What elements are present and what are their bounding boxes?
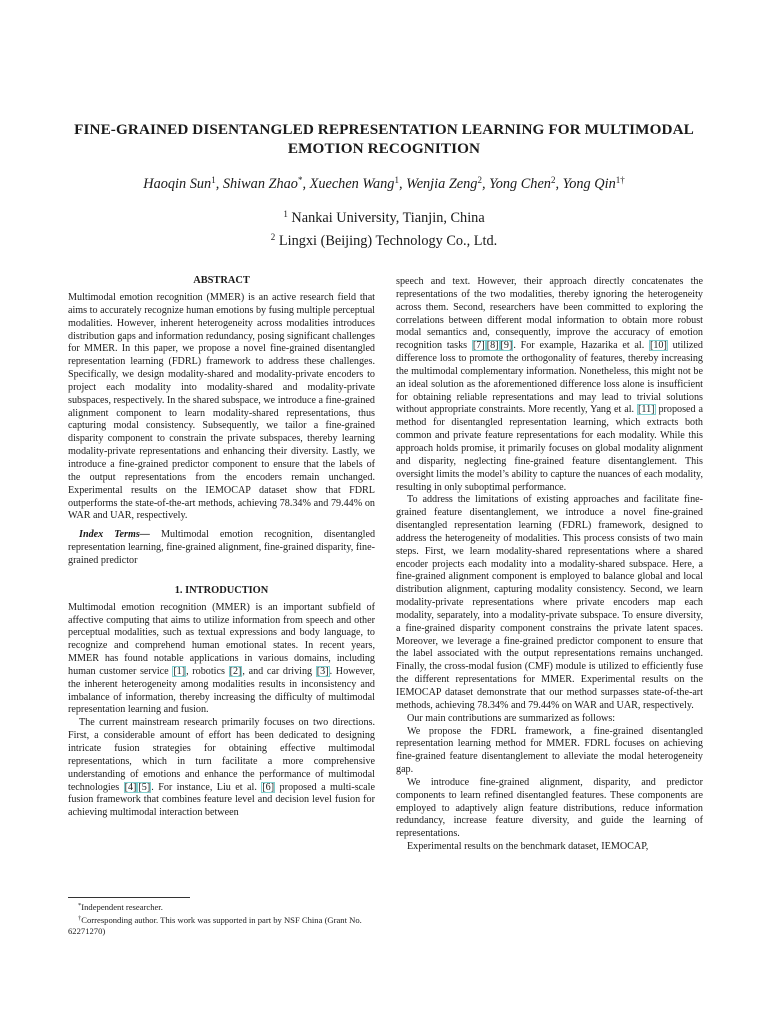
contribution-1: We propose the FDRL framework, a fine-grained disentangled representation learning method for MMER. FDRL focuses on achieving fine-grained feature disentanglement to alleviate the modal heterogeneity gap. bbox=[396, 725, 703, 776]
citation-link[interactable]: [7] bbox=[472, 340, 485, 352]
title-line-1: FINE-GRAINED DISENTANGLED REPRESENTATION LEARNING FOR MULTIMODAL bbox=[74, 121, 694, 138]
affiliations bbox=[60, 205, 708, 251]
author: Shiwan Zhao* bbox=[222, 175, 303, 192]
citation-link[interactable]: [10] bbox=[649, 340, 667, 352]
citation-link[interactable]: [1] bbox=[173, 665, 186, 677]
paper-title bbox=[60, 120, 708, 158]
index-terms: Index Terms— Multimodal emotion recognition, disentangled representation learning, fine-grained alignment, fine-grained disparity, fine-grained predictor bbox=[68, 529, 376, 566]
title-line-2: EMOTION RECOGNITION bbox=[287, 140, 481, 157]
citation-link[interactable]: [4] bbox=[124, 781, 137, 793]
introduction-heading: 1. INTRODUCTION bbox=[174, 584, 269, 596]
author: Yong Chen$^2$ bbox=[489, 175, 556, 192]
index-terms-label: Index Terms— bbox=[79, 529, 150, 541]
footnote: *Independent researcher. bbox=[78, 902, 163, 912]
intro-paragraph-1: Multimodal emotion recognition (MMER) is an important subfield of affective computing that aims to utilize information from speech and other perceptual modalities, such as textual expressions and body language, to recognize and comprehend human emotional states. In recent years, MMER has found notable applications in various domains, including human customer service [1], robotics [2], and car driving [3]. However, the inherent heterogeneity among modalities results in inconsistency and imbalance of information, thereby increasing the difficulty of multimodal representation learning and fusion. bbox=[68, 601, 376, 716]
footnote: †Corresponding author. This work was supported in part by NSF China (Grant No. 62271270) bbox=[68, 915, 362, 936]
right-paragraph-2: To address the limitations of existing approaches and facilitate fine-grained feature disentanglement, we introduce a novel fine-grained disentangled representation learning (FDRL) framework, designed to address the heterogeneity of modalities. This process consists of two main steps. First, we learn modality-shared representations where a shared encoder projects each modality into a modality-shared subspace. Here, a fine-grained alignment component is employed to balance global and local distribution alignment, capturing modality consistency. Second, we learn modality-private representations where private encoders map each modality, separately, into a modality-private subspace. To ensure diversity, a fine-grained disparity component constrains the private latent spaces. Moreover, we leverage a fine-grained predictor component to ensure that the label associated with the output representations remains unchanged. Finally, the cross-modal fusion (CMF) module is utilized to efficiently fuse the different representations for MMER. Experimental results on the IEMOCAP dataset demonstrate that our method surpasses state-of-the-art methods, achieving 78.34% and 79.44% on WAR and UAR, respectively. bbox=[396, 494, 703, 711]
affiliation: $^2$ Lingxi (Beijing) Technology Co., Ltd. bbox=[270, 232, 498, 249]
right-column bbox=[396, 276, 703, 854]
author: Xuechen Wang$^1$ bbox=[309, 175, 399, 192]
right-paragraph-3: Our main contributions are summarized as follows: bbox=[407, 712, 616, 724]
affiliation: $^1$ Nankai University, Tianjin, China bbox=[283, 209, 485, 226]
footnotes bbox=[68, 900, 375, 937]
citation-link[interactable]: [8] bbox=[486, 340, 499, 352]
abstract-heading: ABSTRACT bbox=[193, 275, 250, 286]
citation-link[interactable]: [2] bbox=[229, 665, 242, 677]
citation-link[interactable]: [9] bbox=[500, 340, 513, 352]
citation-link[interactable]: [3] bbox=[316, 665, 329, 677]
abstract-text: Multimodal emotion recognition (MMER) is an active research field that aims to accurately recognize human emotions by fusing multiple perceptual modalities. However, inherent heterogeneity across modalities introduces distribution gaps and information redundancy, posing significant challenges for MMER. In this paper, we propose a novel fine-grained disentangled representation learning (FDRL) framework to address these challenges. Specifically, we design modality-shared and modality-private encoders to project each modality into modality-shared and modality-private subspaces, respectively. In the shared subspace, we introduce a fine-grained alignment component to learn modality-shared representations, thus capturing modal consistency. Subsequently, we tailor a fine-grained disparity component to constrain the private subspaces, thereby learning modality-private representations and enhancing their diversity. Lastly, we introduce a fine-grained predictor component to ensure that the labels of the output representations from the encoders remain unchanged. Experimental results on the IEMOCAP dataset show that FDRL outperforms the state-of-the-art methods, achieving 78.34% and 79.44% on WAR and UAR, respectively. bbox=[68, 292, 375, 522]
author-list: Haoqin Sun$^1$, Shiwan Zhao*, Xuechen Wang$^1$, Wenjia Zeng$^2$, Yong Chen$^2$, Yong Qin$^{1\dagger}$ bbox=[143, 175, 625, 192]
footnote-rule bbox=[68, 897, 190, 898]
contribution-3: Experimental results on the benchmark dataset, IEMOCAP, bbox=[407, 841, 649, 853]
author: Wenjia Zeng$^2$ bbox=[406, 175, 482, 192]
right-paragraph-1: speech and text. However, their approach directly concatenates the representations of the two modalities, thereby ignoring the heterogeneity across them. Second, researchers have been committed to exploring the correlations between different modal information to obtain more robust modal semantics and, consequently, improve the accuracy of emotion recognition tasks [7] [8] [9]. For example, Hazarika et al. [10] utilized difference loss to promote the orthogonality of features, thereby increasing the multimodal complementary information. Nonetheless, this might not be an ideal solution as the aforementioned difference loss alone is insufficient for obtaining reliable representations and may lead to trivial solutions without appropriate constraints. More recently, Yang et al. [11] proposed a method for disentangled representation learning, which extracts both common and private feature representations for each modality. While this approach holds promise, it primarily focuses on global modality alignment and disparity, neglecting fine-grained feature disentanglement. This oversight limits the model’s ability to capture the nuances of each modality, resulting in only suboptimal performance. bbox=[396, 276, 703, 493]
citation-link[interactable]: [5] bbox=[138, 781, 151, 793]
contribution-2: We introduce fine-grained alignment, disparity, and predictor components to learn refined disentangled features. These components are employed to adaptively align feature distributions, reduce information redundancy, increase feature diversity, and guide the learning of representations. bbox=[396, 776, 703, 840]
author: Haoqin Sun$^1$ bbox=[143, 175, 216, 192]
citation-link[interactable]: [11] bbox=[638, 404, 655, 416]
author: Yong Qin$^{1\dagger}$ bbox=[562, 175, 625, 192]
citation-link[interactable]: [6] bbox=[262, 781, 275, 793]
left-column bbox=[68, 275, 375, 820]
intro-paragraph-2: The current mainstream research primarily focuses on two directions. First, a considerable amount of effort has been dedicated to designing intricate fusion strategies for obtaining effective multimodal representations, which in turn facilitate a more comprehensive understanding of emotions and enhance the performance of multimodal technologies [4] [5]. For instance, Liu et al. [6] proposed a multi-scale fusion framework that combines feature level and decision level fusion for achieving multimodal interaction between bbox=[68, 717, 375, 819]
